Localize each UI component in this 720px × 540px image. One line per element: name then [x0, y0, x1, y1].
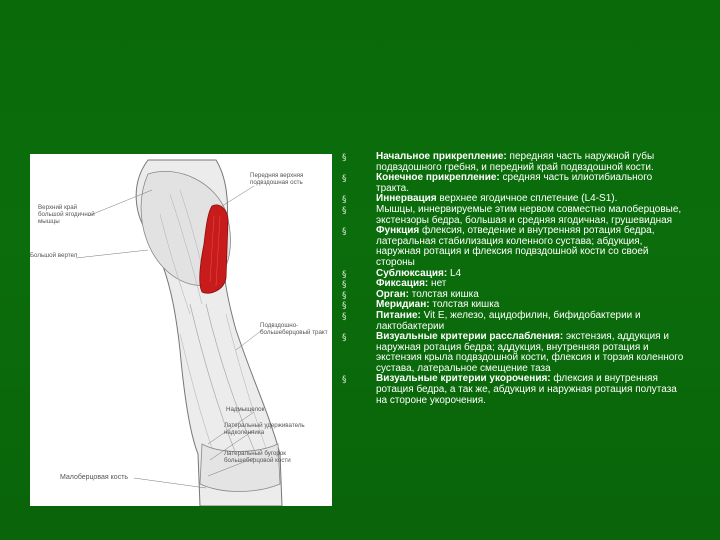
item-key: Конечное прикрепление: — [376, 172, 500, 184]
item-key: Визуальные критерии укорочения: — [376, 373, 551, 385]
content-list — [342, 152, 687, 406]
item-value: толстая кишка — [408, 288, 479, 300]
list-item — [342, 205, 687, 226]
item-key: Иннервация — [376, 193, 437, 205]
bullet-icon: § — [342, 290, 347, 301]
label-lateral-retinaculum: Латеральный удерживатель надколенника — [224, 422, 305, 437]
bullet-icon: § — [342, 333, 347, 344]
item-key: Фиксация: — [376, 278, 429, 290]
list-item — [342, 152, 687, 173]
item-value: флексия, отведение и внутренняя ротация бедра, латеральная стабилизация коленного сустава; абдукция, наружная ротация и флексия подвздошной кости со своей стороны — [376, 225, 655, 268]
bullet-icon: § — [342, 280, 347, 291]
item-value: средняя часть илиотибиального тракта. — [376, 172, 653, 194]
bullet-icon: § — [342, 269, 347, 280]
list-item — [342, 332, 687, 374]
label-fibula: Малоберцовая кость — [60, 474, 129, 481]
item-value: флексия и внутренняя ротация бедра, а так же, абдукция и наружная ротация полутаза на стороне укорочения. — [376, 373, 677, 406]
bullet-icon: § — [342, 375, 347, 386]
label-gluteus-upper-edge: Верхний край большой ягодичной мышцы — [38, 204, 95, 226]
label-lateral-tibial-tubercle: Латеральный бугорок большеберцовой кости — [224, 450, 291, 465]
item-key: Орган: — [376, 288, 409, 300]
item-key: Начальное прикрепление: — [376, 151, 507, 162]
item-value: толстая кишка — [429, 299, 500, 311]
bullet-icon: § — [342, 205, 347, 216]
item-value: Vit E, железо, ацидофилин, бифидобактерии и лактобактерии — [376, 309, 641, 332]
list-item — [342, 173, 687, 194]
item-key: Сублюксация: — [376, 267, 448, 279]
item-value: передняя часть наружной губы подвздошного гребня, и передний край подвздошной кости. — [376, 151, 655, 173]
item-key: Визуальные критерии расслабления: — [376, 331, 564, 343]
item-value: экстензия, аддукция и наружная ротация бедра; аддукция, внутренняя ротация и экстензия крыла подвздошной кости, флексия и торзия коленного сустава, латеральное смещение таза — [376, 331, 684, 374]
bullet-icon: § — [342, 195, 347, 206]
item-value: L4 — [447, 267, 462, 279]
bullet-icon: § — [342, 311, 347, 322]
bullet-icon: § — [342, 174, 347, 185]
item-value: нет — [428, 278, 447, 290]
label-epicondyle: Надмыщелок — [226, 406, 265, 413]
anatomy-figure — [30, 154, 332, 506]
item-value: верхнее ягодичное сплетение (L4-S1). — [436, 193, 618, 205]
list-item — [342, 226, 687, 268]
bullet-icon: § — [342, 153, 347, 163]
item-key: Питание: — [376, 309, 421, 321]
label-greater-trochanter: Большой вертел — [30, 252, 78, 259]
item-key: Функция — [376, 225, 420, 237]
list-item — [342, 311, 687, 332]
label-it-tract: Подвздошно-большеберцовый тракт — [260, 322, 328, 337]
bullet-icon: § — [342, 227, 347, 238]
list-item — [342, 374, 687, 406]
item-key: Меридиан: — [376, 299, 430, 311]
bullet-icon: § — [342, 301, 347, 312]
item-value: Мышцы, иннервируемые этим нервом совместно малоберцовые, экстензоры бедра, большая и средняя ягодичная, грушевидная — [376, 203, 682, 226]
label-asis: Передняя верхняя подвздошная ость — [250, 172, 304, 187]
